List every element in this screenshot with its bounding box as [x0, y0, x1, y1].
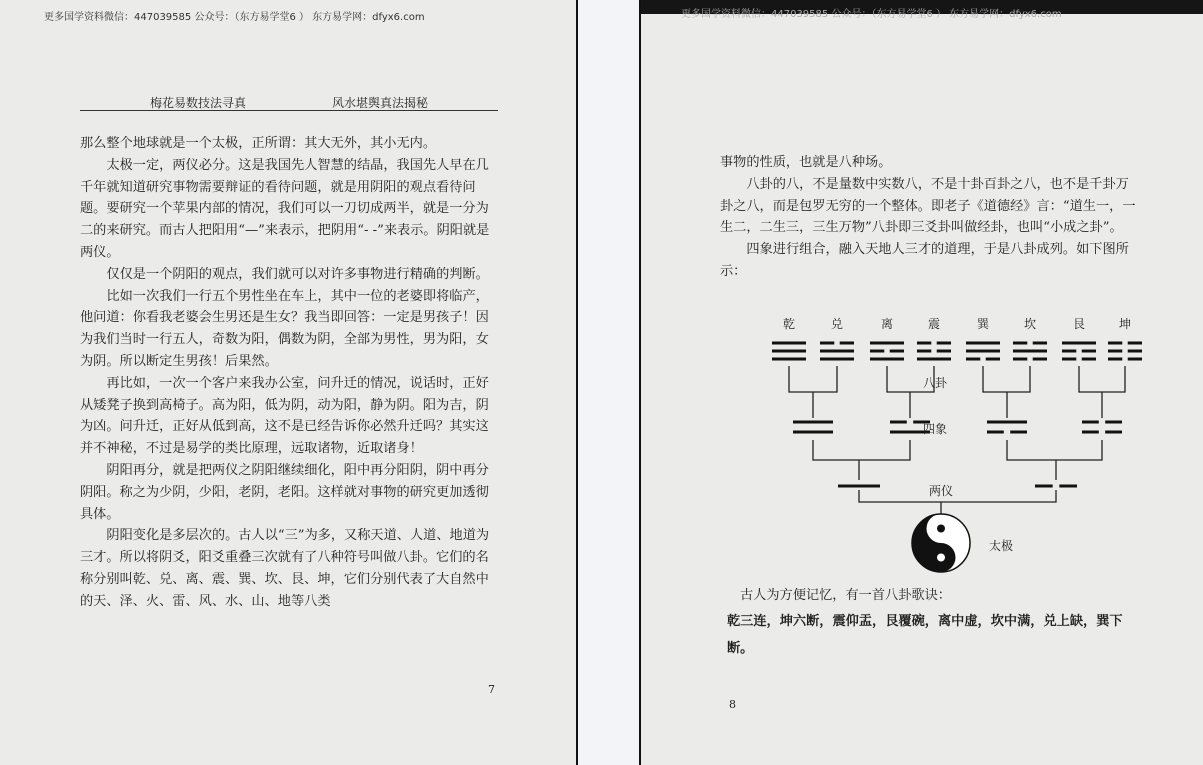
paragraph: 太极一定，两仪必分。这是我国先人智慧的结晶，我国先人早在几千年就知道研究事物需要辩证的看待问题，就是用阴阳的观点看待问题。要研究一个苹果内部的情况，我们可以一刀切成两半，就是一分为二的来研究。而古人把阳用“—”来表示，把阴用“- -”来表示。阴阳就是两仪。 — [80, 157, 490, 260]
page-edge — [639, 0, 641, 765]
trigram-name: 兑 — [831, 317, 844, 331]
header-right-title: 风水堪舆真法揭秘 — [332, 96, 429, 110]
running-header — [80, 94, 498, 111]
paragraph: 比如一次我们一行五个男性坐在车上，其中一位的老婆即将临产，他问道：你看我老婆会生男还是生女？我当即回答：一定是男孩子！因为我们当时一行五人，奇数为阳，偶数为阴，全部为男性，男为阳，女为阴。所以断定生男孩！后果然。 — [80, 288, 489, 369]
trigram-name: 震 — [928, 317, 941, 331]
paragraph: 四象进行组合，融入天地人三才的道理，于是八卦成列。如下图所示： — [720, 242, 1129, 279]
label-liangyi: 两仪 — [929, 484, 954, 498]
right-book-page — [639, 0, 1203, 765]
paragraph: 仅仅是一个阴阳的观点，我们就可以对许多事物进行精确的判断。 — [106, 266, 489, 282]
bagua-mnemonic-song: 乾三连，坤六断，震仰盂，艮覆碗，离中虚，坎中满，兑上缺，巽下断。 — [727, 614, 1123, 656]
left-book-page — [0, 0, 578, 765]
paragraph: 再比如，一次一个客户来我办公室，问升迁的情况，说话时，正好从矮凳子换到高椅子。高为阳，低为阴，动为阳，静为阴。阳为吉，阴为凶。问升迁，正好从低到高，这不是已经告诉你必然升迁吗？其实这并不神秘，不过是易学的类比原理，远取诸物，近取诸身！ — [80, 375, 489, 457]
paragraph: 那么整个地球就是一个太极，正所谓：其大无外，其小无内。 — [80, 136, 437, 151]
connector-line — [813, 440, 910, 460]
paragraph: 阴阳再分，就是把两仪之阴阳继续细化，阳中再分阳阴，阴中再分阴阳。称之为少阴，少阳，老阴，老阳。这样就对事物的研究更加透彻具体。 — [80, 462, 489, 522]
label-taiji: 太极 — [989, 539, 1014, 553]
connector-line — [789, 366, 837, 392]
taiji-yin-yang-icon — [912, 514, 970, 572]
connector-line — [1007, 440, 1102, 460]
connector-line — [859, 490, 1056, 502]
trigram-name: 坎 — [1024, 317, 1037, 331]
label-bagua: 八卦 — [923, 376, 948, 390]
header-left-title: 梅花易数技法寻真 — [150, 96, 247, 110]
bagua-derivation-diagram — [749, 310, 1132, 585]
trigram-name: 巽 — [977, 317, 990, 331]
trigram-name: 离 — [881, 317, 894, 331]
right-body-text — [720, 152, 1140, 283]
paragraph: 八卦的八，不是量数中实数八，不是十卦百卦之八，也不是千卦万卦之八，而是包罗无穷的一个整体。即老子《道德经》言：“道生一，一生二，二生三，三生万物”八卦即三爻卦叫做经卦，也叫“小成之卦”。 — [720, 176, 1136, 236]
page-number: 7 — [488, 683, 495, 696]
connector-line — [983, 366, 1030, 392]
watermark-text: 更多国学资料微信：447039585 公众号：（东方易学堂6 ） 东方易学网：dfyx6.com — [681, 9, 1062, 20]
paragraph: 阴阳变化是多层次的。古人以“三”为多，又称天道、人道、地道为三才。所以将阴爻，阳爻重叠三次就有了八种符号叫做八卦。它们的名称分别叫乾、兑、离、震、巽、坎、艮、坤，它们分别代表了大自然中的天、泽、火、雷、风、水、山、地等八类 — [80, 528, 490, 609]
trigram-name: 坤 — [1119, 317, 1132, 331]
label-sixiang: 四象 — [923, 422, 948, 436]
paragraph: 事物的性质，也就是八种场。 — [720, 155, 892, 170]
poem-intro: 古人为方便记忆，有一首八卦歌诀： — [740, 588, 951, 603]
watermark-text: 更多国学资料微信：447039585 公众号：（东方易学堂6 ） 东方易学网：dfyx6.com — [44, 12, 425, 23]
page-edge — [576, 0, 578, 765]
trigram-name: 艮 — [1073, 317, 1086, 331]
trigram-name: 乾 — [783, 317, 796, 331]
left-body-text — [80, 133, 498, 613]
connector-line — [1079, 366, 1125, 392]
page-number: 8 — [729, 698, 736, 711]
